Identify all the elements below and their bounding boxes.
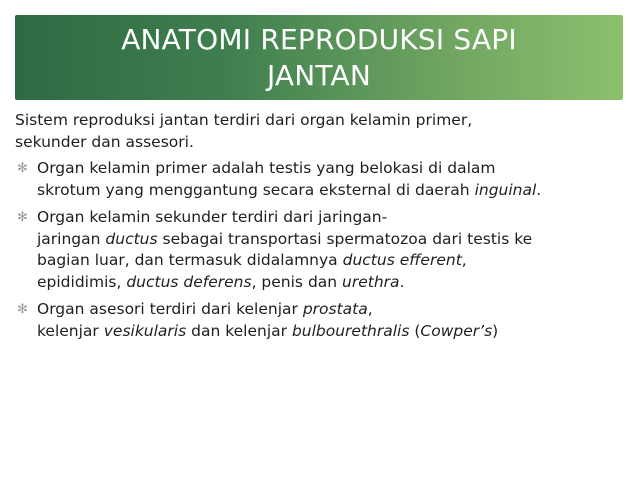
- bullet3-text: ): [492, 321, 499, 340]
- bullet3-text: dan kelenjar: [186, 321, 292, 340]
- bullet2-italic: ductus deferens: [126, 272, 252, 291]
- bullet2-text: .: [399, 272, 405, 291]
- bullet-item: [15, 207, 623, 293]
- bullet1-text: .: [536, 180, 542, 199]
- asterisk-bullet-icon: ✻: [17, 210, 28, 225]
- bullet2-italic: urethra: [342, 272, 400, 291]
- intro-line2: sekunder dan assesori.: [15, 132, 194, 151]
- bullet-item: [15, 299, 623, 342]
- bullet2-text: sebagai transportasi spermatozoa dari testis ke: [157, 229, 533, 248]
- bullet2-text: , penis dan: [251, 272, 343, 291]
- bullet2-italic: ductus: [105, 229, 158, 248]
- bullet1-text: Organ kelamin primer adalah testis yang belokasi di dalam: [37, 159, 496, 177]
- bullet2-text: epididimis,: [37, 272, 127, 291]
- slide-body: [15, 110, 623, 348]
- intro-line1: Sistem reproduksi jantan terdiri dari organ kelamin primer,: [15, 111, 473, 129]
- asterisk-bullet-icon: ✻: [17, 302, 28, 317]
- bullet3-text: ,: [367, 300, 373, 318]
- asterisk-bullet-icon: ✻: [17, 161, 28, 176]
- intro-paragraph: [15, 110, 623, 153]
- bullet2-text: Organ kelamin sekunder terdiri dari jaringan-: [37, 208, 388, 226]
- bullet1-text: skrotum yang menggantung secara eksternal di daerah: [37, 180, 475, 199]
- bullet2-text: jaringan: [37, 229, 106, 248]
- bullet-list: [15, 158, 623, 342]
- bullet2-text: ,: [461, 251, 467, 269]
- bullet3-italic: Cowper’s: [420, 321, 493, 340]
- bullet-item: [15, 158, 623, 201]
- bullet2-italic: ductus efferent: [342, 251, 462, 269]
- slide-title: [15, 22, 623, 94]
- bullet3-italic: vesikularis: [103, 321, 187, 340]
- bullet3-italic: bulbourethralis: [291, 321, 410, 340]
- bullet3-text: kelenjar: [37, 321, 104, 340]
- slide-title-line1: ANATOMI REPRODUKSI SAPI: [121, 23, 517, 56]
- bullet3-text: Organ asesori terdiri dari kelenjar: [37, 300, 303, 318]
- bullet3-text: (: [409, 321, 421, 340]
- bullet3-italic: prostata: [302, 300, 368, 318]
- bullet2-text: bagian luar, dan termasuk didalamnya: [37, 251, 343, 269]
- bullet1-italic: inguinal: [474, 180, 537, 199]
- slide-title-line2: JANTAN: [266, 59, 372, 92]
